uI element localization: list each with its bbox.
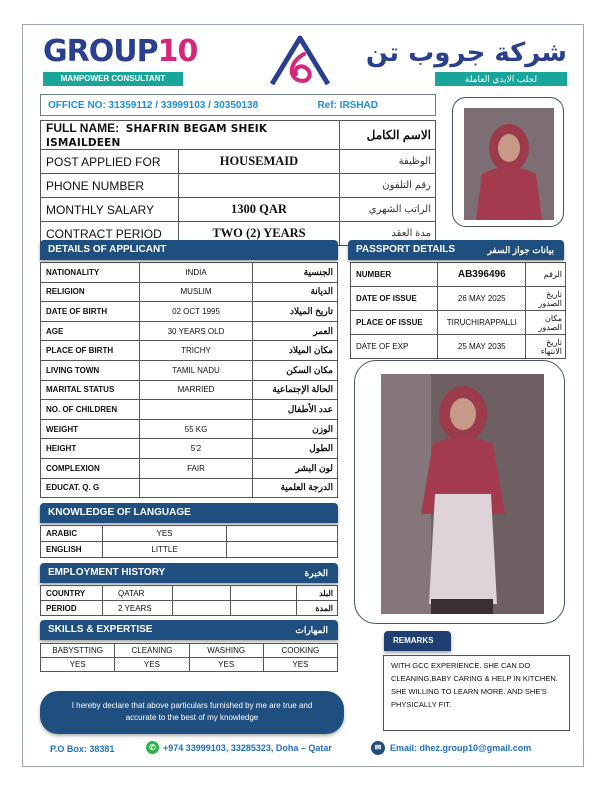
phone-numbers: +974 33999103, 33285323, Doha – Qatar: [163, 742, 332, 753]
detail-value: 5'2: [139, 439, 253, 459]
detail-ar: الطول: [253, 439, 338, 459]
passport-value: TIRUCHIRAPPALLI: [438, 311, 526, 335]
detail-row: [41, 380, 338, 400]
skills-title: SKILLS & EXPERTISE: [48, 624, 153, 635]
arabic-logo: [366, 36, 567, 86]
brand-tagline: MANPOWER CONSULTANT: [43, 72, 183, 86]
passport-row: [351, 311, 566, 335]
employment-header: [40, 563, 338, 583]
footer: [40, 741, 570, 757]
employment-value: 2 YEARS: [103, 601, 173, 616]
skills-header-row: [41, 644, 338, 658]
detail-value: 30 YEARS OLD: [139, 321, 253, 341]
passport-label: DATE OF ISSUE: [351, 287, 438, 311]
contract-value: TWO (2) YEARS: [178, 222, 340, 246]
language-value: LITTLE: [103, 542, 227, 558]
employment-label: PERIOD: [41, 601, 103, 616]
post-row: [41, 150, 436, 174]
detail-row: [41, 341, 338, 361]
skill-name: WASHING: [189, 644, 263, 658]
employment-title: EMPLOYMENT HISTORY: [48, 567, 166, 578]
employment-table: [40, 585, 338, 616]
skill-value: YES: [115, 658, 189, 672]
photo-image: [381, 374, 544, 614]
detail-label: EDUCAT. Q. G: [41, 478, 140, 498]
passport-label: PLACE OF ISSUE: [351, 311, 438, 335]
detail-ar: لون البشر: [253, 458, 338, 478]
detail-ar: الوزن: [253, 419, 338, 439]
detail-row: [41, 263, 338, 283]
skills-header: [40, 620, 338, 640]
detail-label: AGE: [41, 321, 140, 341]
detail-value: INDIA: [139, 263, 253, 283]
skills-title-ar: المهارات: [295, 625, 328, 635]
footer-email: [371, 741, 531, 755]
passport-row: [351, 263, 566, 287]
salary-value: 1300 QAR: [178, 198, 340, 222]
employment-title-ar: الخبرة: [304, 568, 328, 578]
passport-ar: مكان الصدور: [526, 311, 566, 335]
phone-ar: رقم التلفون: [340, 174, 436, 198]
full-name-row: [41, 121, 436, 150]
detail-value: FAIR: [139, 458, 253, 478]
passport-row: [351, 335, 566, 359]
reference: Ref: IRSHAD: [317, 99, 378, 111]
details-table: [40, 262, 338, 498]
photo-image: [464, 108, 554, 220]
detail-label: DATE OF BIRTH: [41, 302, 140, 322]
passport-ar: تاريخ الصدور: [526, 287, 566, 311]
detail-value: TRICHY: [139, 341, 253, 361]
language-table: [40, 525, 338, 558]
footer-phone: [146, 741, 332, 754]
passport-header: [348, 240, 564, 260]
phone-row: [41, 174, 436, 198]
detail-label: NATIONALITY: [41, 263, 140, 283]
phone-label: PHONE NUMBER: [41, 174, 179, 198]
employment-row: [41, 601, 338, 616]
brand-number: 10: [157, 34, 198, 69]
declaration: I hereby declare that above particulars furnished by me are true and accurate to the best of my knowledge: [40, 691, 344, 734]
detail-ar: الحالة الإجتماعية: [253, 380, 338, 400]
detail-label: LIVING TOWN: [41, 360, 140, 380]
email-icon: ✉: [371, 741, 385, 755]
passport-value: 26 MAY 2025: [438, 287, 526, 311]
passport-label: NUMBER: [351, 263, 438, 287]
detail-row: [41, 302, 338, 322]
employment-ar: المدة: [297, 601, 338, 616]
detail-ar: العمر: [253, 321, 338, 341]
employment-label: COUNTRY: [41, 586, 103, 601]
full-name-label: FULL NAME:: [46, 121, 120, 135]
salary-ar: الراتب الشهري: [340, 198, 436, 222]
arabic-brand-name: شركة جروب تن: [365, 38, 567, 68]
skill-name: COOKING: [263, 644, 337, 658]
brand-main: GROUP: [43, 34, 158, 69]
detail-label: HEIGHT: [41, 439, 140, 459]
detail-row: [41, 458, 338, 478]
detail-ar: الجنسية: [253, 263, 338, 283]
detail-value: [139, 400, 253, 420]
passport-ar: الرقم: [526, 263, 566, 287]
salary-row: [41, 198, 436, 222]
detail-row: [41, 282, 338, 302]
skill-value: YES: [263, 658, 337, 672]
detail-row: [41, 478, 338, 498]
skill-name: BABYSTTING: [41, 644, 115, 658]
detail-row: [41, 360, 338, 380]
passport-number: AB396496: [438, 263, 526, 287]
personal-info-table: [40, 120, 436, 246]
applicant-photo-small: [452, 97, 564, 227]
office-numbers: OFFICE NO: 31359112 / 33999103 / 30350138: [48, 99, 259, 111]
passport-title-ar: بيانات جواز السفر: [487, 245, 554, 255]
detail-label: PLACE OF BIRTH: [41, 341, 140, 361]
detail-row: [41, 321, 338, 341]
contract-label: CONTRACT PERIOD: [41, 222, 179, 246]
whatsapp-icon: ✆: [146, 741, 159, 754]
passport-value: 25 MAY 2035: [438, 335, 526, 359]
passport-ar: تاريخ الانتهاء: [526, 335, 566, 359]
passport-title: PASSPORT DETAILS: [356, 244, 456, 255]
applicant-photo-large: [354, 360, 565, 624]
detail-value: 02 OCT 1995: [139, 302, 253, 322]
arabic-tagline: لجلب الايدي العاملة: [435, 72, 567, 86]
detail-value: [139, 478, 253, 498]
detail-ar: تاريخ الميلاد: [253, 302, 338, 322]
email-address: Email: dhez.group10@gmail.com: [390, 743, 532, 753]
detail-value: MARRIED: [139, 380, 253, 400]
remarks-text: WITH GCC EXPERIENCE. SHE CAN DO CLEANING,BABY CARING & HELP IN KITCHEN. SHE WILLING TO LEARN MORE. AND SHE'S PHYSICALLY FIT.: [383, 655, 570, 731]
language-header: [40, 503, 338, 523]
emblem-logo: [268, 32, 332, 92]
salary-label: MONTHLY SALARY: [41, 198, 179, 222]
language-label: ENGLISH: [41, 542, 103, 558]
group10-logo: [43, 36, 197, 86]
remarks-header: REMARKS: [384, 631, 451, 651]
detail-row: [41, 400, 338, 420]
detail-label: COMPLEXION: [41, 458, 140, 478]
language-title: KNOWLEDGE OF LANGUAGE: [48, 507, 191, 518]
employment-value: QATAR: [103, 586, 173, 601]
skill-value: YES: [41, 658, 115, 672]
detail-row: [41, 439, 338, 459]
details-title: DETAILS OF APPLICANT: [48, 244, 167, 255]
office-bar: [40, 94, 436, 116]
po-box: P.O Box: 38381: [50, 744, 115, 754]
detail-label: RELIGION: [41, 282, 140, 302]
detail-ar: مكان الميلاد: [253, 341, 338, 361]
detail-label: MARITAL STATUS: [41, 380, 140, 400]
passport-label: DATE OF EXP: [351, 335, 438, 359]
full-name-ar: الاسم الكامل: [340, 121, 436, 150]
full-name-value: SHAFRIN BEGAM SHEIK ISMAILDEEN: [46, 123, 268, 149]
detail-ar: الدرجة العلمية: [253, 478, 338, 498]
detail-label: WEIGHT: [41, 419, 140, 439]
language-value: YES: [103, 526, 227, 542]
skill-value: YES: [189, 658, 263, 672]
detail-value: TAMIL NADU: [139, 360, 253, 380]
detail-label: NO. OF CHILDREN: [41, 400, 140, 420]
details-header: [40, 240, 338, 260]
post-label: POST APPLIED FOR: [41, 150, 179, 174]
language-row: [41, 542, 338, 558]
detail-value: 55 KG: [139, 419, 253, 439]
post-ar: الوظيفة: [340, 150, 436, 174]
skills-value-row: [41, 658, 338, 672]
detail-ar: الديانة: [253, 282, 338, 302]
detail-value: MUSLIM: [139, 282, 253, 302]
detail-row: [41, 419, 338, 439]
employment-ar: البلد: [297, 586, 338, 601]
detail-ar: عدد الأطفال: [253, 400, 338, 420]
language-row: [41, 526, 338, 542]
detail-ar: مكان السكن: [253, 360, 338, 380]
skill-name: CLEANING: [115, 644, 189, 658]
phone-value: [178, 174, 340, 198]
passport-table: [350, 262, 566, 359]
employment-row: [41, 586, 338, 601]
post-value: HOUSEMAID: [178, 150, 340, 174]
language-label: ARABIC: [41, 526, 103, 542]
skills-table: [40, 643, 338, 672]
passport-row: [351, 287, 566, 311]
contract-ar: مدة العقد: [340, 222, 436, 246]
